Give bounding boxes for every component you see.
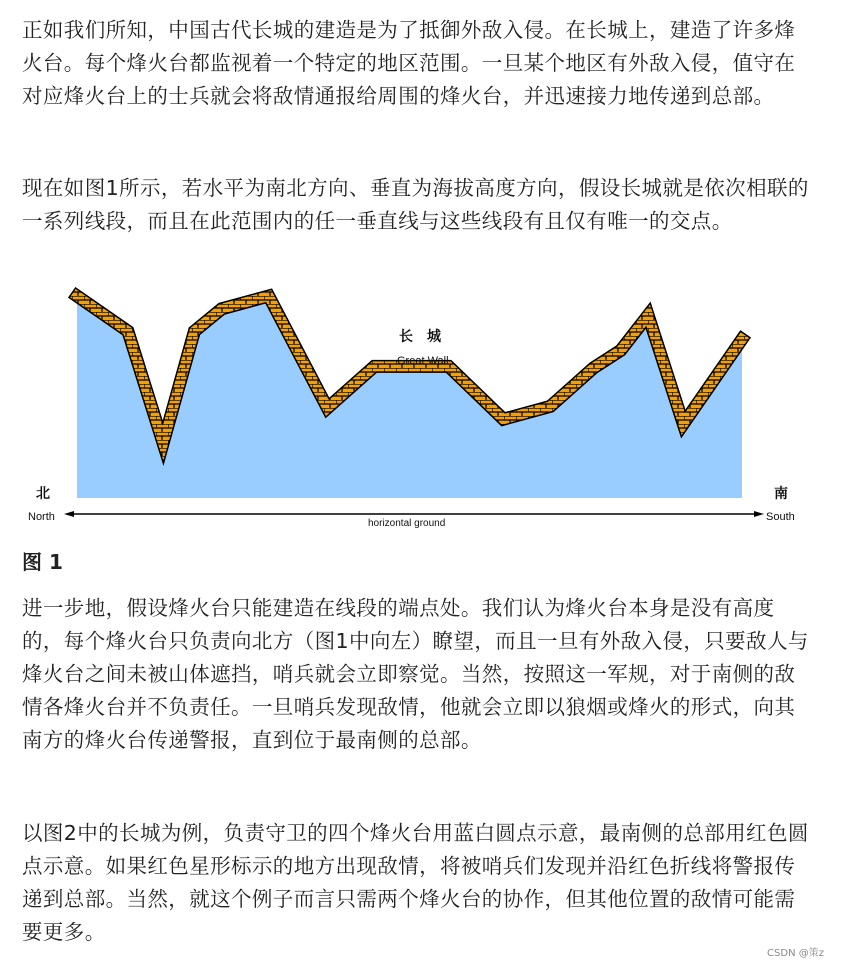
rules-paragraph: 进一步地，假设烽火台只能建造在线段的端点处。我们认为烽火台本身是没有高度的，每个烽火台只负责向北方（图1中向左）瞭望，而且一旦有外敌入侵，只要敌人与烽火台之间未被山体遮挡，哨兵就会立即察觉。当然，按照这一军规，对于南侧的敌情各烽火台并不负责任。一旦哨兵发现敌情，他就会立即以狼烟或烽火的形式，向其南方的烽火台传递警报，直到位于最南侧的总部。 — [22, 596, 809, 752]
csdn-watermark: CSDN @策z — [767, 948, 824, 959]
wall-label-cn: 长 城 — [399, 329, 441, 345]
axis-arrow-right — [754, 511, 764, 517]
south-label-cn: 南 — [774, 486, 788, 502]
south-label-en: South — [766, 511, 795, 523]
great-wall-figure — [0, 280, 842, 540]
north-label-cn: 北 — [36, 486, 50, 502]
axis-arrow-left — [64, 511, 74, 517]
north-label-en: North — [28, 511, 55, 523]
wall-label-en: Great Wall — [397, 355, 449, 367]
example-paragraph: 以图2中的长城为例，负责守卫的四个烽火台用蓝白圆点示意，最南侧的总部用红色圆点示意。如果红色星形标示的地方出现敌情，将被哨兵们发现并沿红色折线将警报传递到总部。当然，就这个例子而言只需两个烽火台的协作，但其他位置的敌情可能需要更多。 — [22, 821, 809, 944]
figure-caption: 图 1 — [22, 550, 63, 574]
ground-label: horizontal ground — [368, 518, 446, 529]
intro-paragraph: 正如我们所知，中国古代长城的建造是为了抵御外敌入侵。在长城上，建造了许多烽火台。每个烽火台都监视着一个特定的地区范围。一旦某个地区有外敌入侵，值守在对应烽火台上的士兵就会将敌情通报给周围的烽火台，并迅速接力地传递到总部。 — [22, 18, 796, 108]
setup-paragraph: 现在如图1所示，若水平为南北方向、垂直为海拔高度方向，假设长城就是依次相联的一系列线段，而且在此范围内的任一垂直线与这些线段有且仅有唯一的交点。 — [22, 176, 809, 233]
